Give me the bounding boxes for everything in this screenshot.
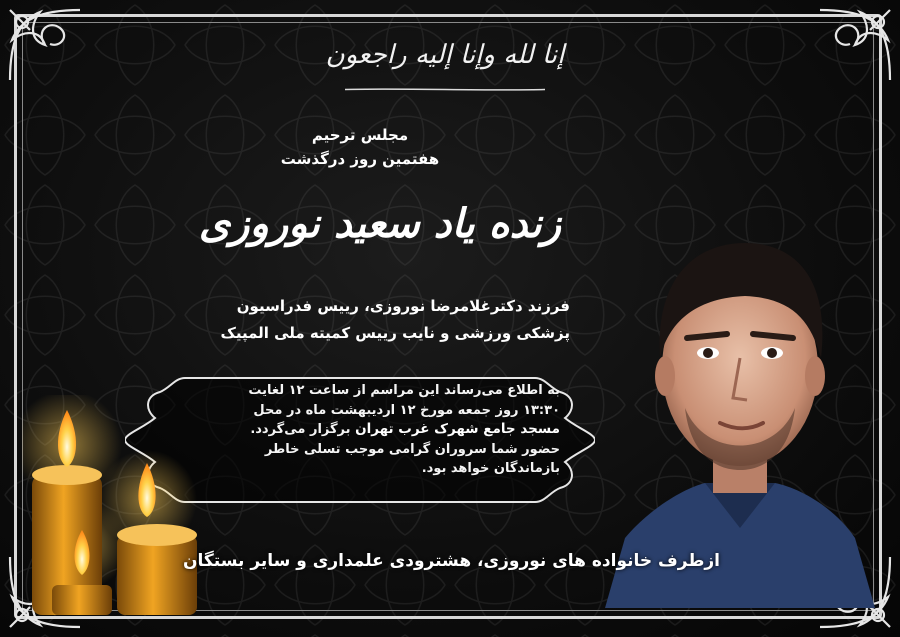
notice-line: به اطلاع می‌رساند این مراسم از ساعت ۱۲ لغایت [248, 383, 560, 398]
relation-line: پزشکی ورزشی و نایب رییس کمیته ملی المپیک [220, 324, 570, 342]
calligraphy-flourish-icon [345, 88, 545, 91]
ceremony-subtitle: هفتمین روز درگذشت [280, 150, 440, 168]
corner-ornament-icon [0, 0, 95, 95]
notice-line [170, 420, 560, 440]
portrait-photo [605, 218, 875, 608]
venue-name: مسجد جامع شهرک غرب تهران [355, 421, 560, 437]
ceremony-notice [170, 381, 560, 479]
corner-ornament-icon [805, 0, 900, 95]
deceased-name: زنده یاد سعید نوروزی [198, 200, 562, 247]
quran-verse-calligraphy: إنا لله وإنا إليه راجعون [325, 40, 565, 70]
ceremony-heading [240, 123, 480, 171]
ceremony-title: مجلس ترحیم [311, 126, 409, 144]
notice-line-rest: برگزار می‌گردد. [250, 422, 356, 437]
candles-image [22, 395, 222, 615]
family-signature: ازطرف خانواده های نوروزی، هشترودی علمداری و سایر بستگان [183, 551, 720, 571]
notice-line: ۱۳:۳۰ روز جمعه مورخ ۱۲ اردیبهشت ماه در محل [253, 402, 560, 418]
notice-line: حضور شما سروران گرامی موجب تسلی خاطر [264, 441, 560, 457]
notice-line: بازماندگان خواهد بود. [421, 461, 560, 476]
relation-line: فرزند دکترغلامرضا نوروزی، رییس فدراسیون [236, 297, 570, 315]
relation-text [150, 293, 570, 347]
